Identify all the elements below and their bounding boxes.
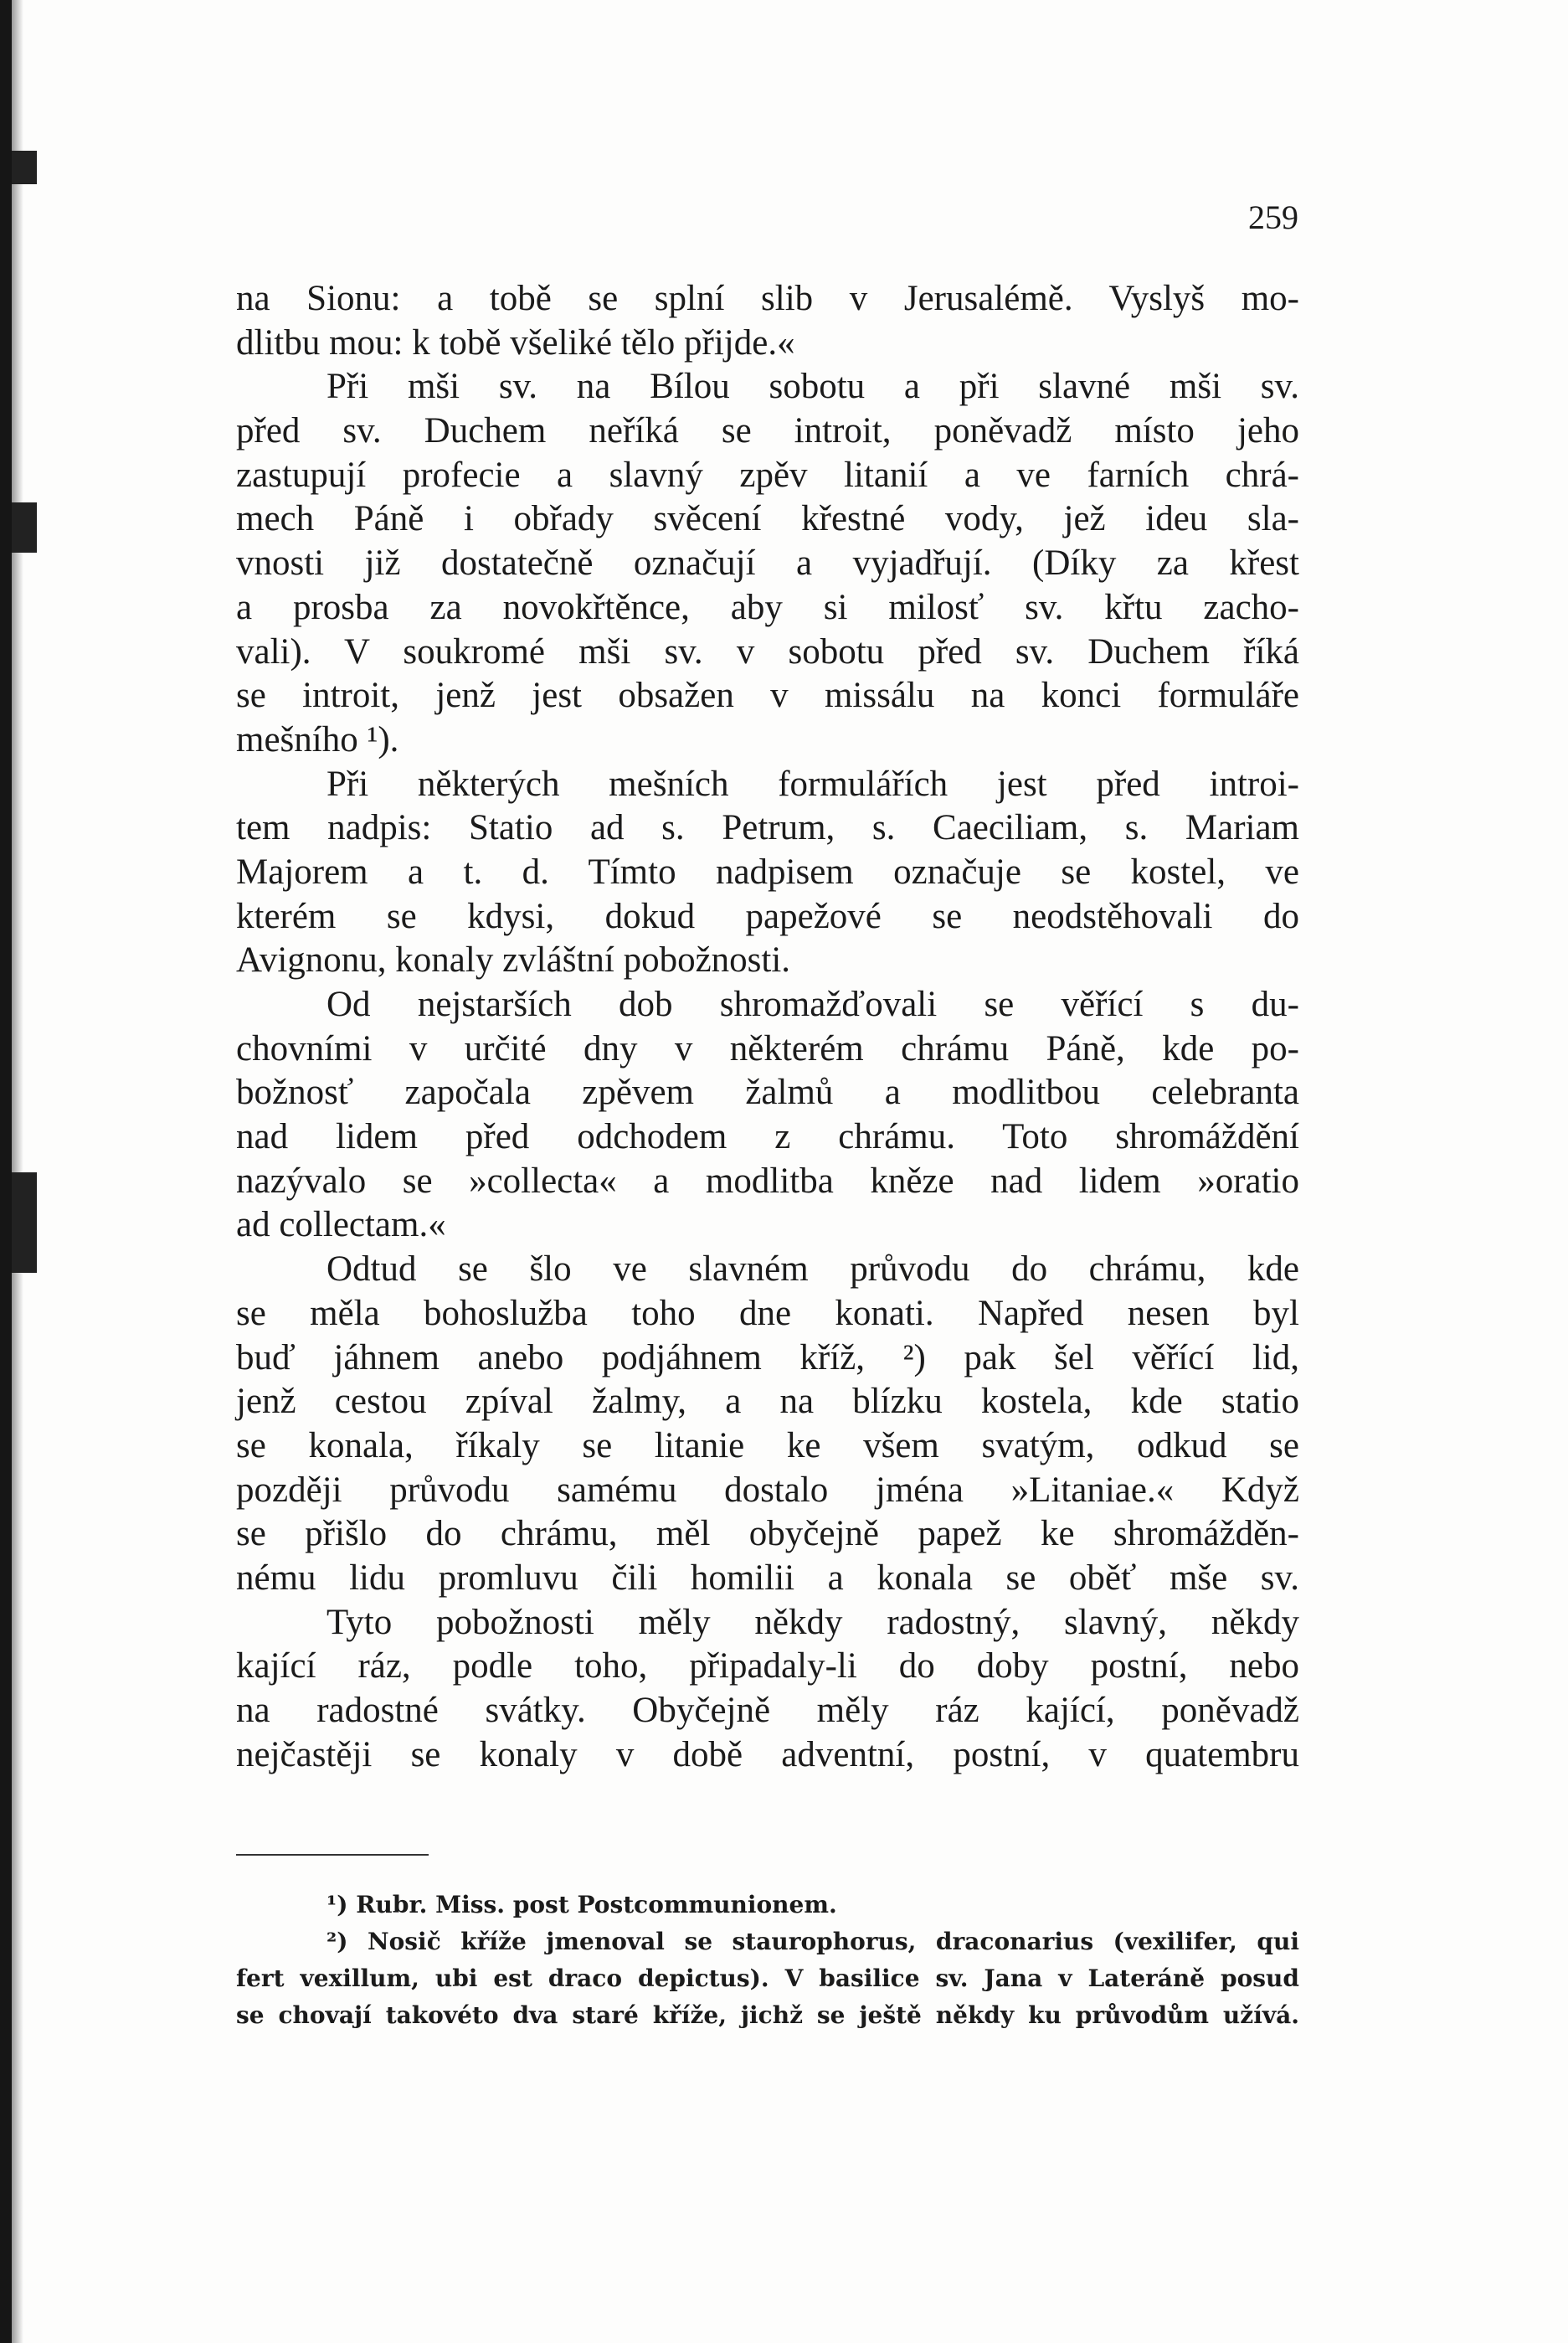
text-line: na Sionu: a tobě se splní slib v Jerusalémě. Vyslyš mo- <box>236 279 1299 318</box>
paragraph-start-line: Tyto pobožnosti měly někdy radostný, slavný, někdy <box>326 1602 1299 1642</box>
binding-notch <box>12 1172 37 1273</box>
text-line: chovními v určité dny v některém chrámu Páně, kde po- <box>236 1028 1299 1069</box>
text-line: ad collectam.« <box>236 1205 446 1245</box>
body-text <box>236 277 1299 1777</box>
text-line: kající ráz, podle toho, připadaly-li do doby postní, nebo <box>236 1646 1299 1686</box>
text-line: tem nadpis: Statio ad s. Petrum, s. Caeciliam, s. Mariam <box>236 808 1299 848</box>
text-line: na radostné svátky. Obyčejně měly ráz kající, poněvadž <box>236 1691 1299 1730</box>
paragraph-start-line: Při mši sv. na Bílou sobotu a při slavné mši sv. <box>326 367 1299 407</box>
text-line: se měla bohoslužba toho dne konati. Napřed nesen byl <box>236 1293 1299 1333</box>
text-line: vali). V soukromé mši sv. v sobotu před sv. Duchem říká <box>236 631 1299 672</box>
text-line: vnosti již dostatečně označují a vyjadřují. (Díky za křest <box>236 543 1299 584</box>
text-line: buď jáhnem anebo podjáhnem kříž, ²) pak šel věřící lid, <box>236 1337 1299 1377</box>
paragraph-start-line: Od nejstarších dob shromažďovali se věřící s du- <box>326 985 1299 1024</box>
binding-notch <box>12 151 37 184</box>
text-line: kterém se kdysi, dokud papežové se neodstěhovali do <box>236 896 1299 936</box>
text-line: zastupují profecie a slavný zpěv litanií a ve farních chrá- <box>236 455 1299 495</box>
binding-notch <box>12 502 37 553</box>
text-line: se přišlo do chrámu, měl obyčejně papež ke shromážděn- <box>236 1514 1299 1554</box>
text-line: Majorem a t. d. Tímto nadpisem označuje se kostel, ve <box>236 852 1299 892</box>
page-number: 259 <box>1248 198 1298 236</box>
binding-shadow <box>12 0 23 2343</box>
text-line: nad lidem před odchodem z chrámu. Toto shromáždění <box>236 1117 1299 1157</box>
footnote-2-continued: se chovají takovéto dva staré kříže, jichž se ještě někdy ku průvodům užívá. <box>236 2001 1299 2029</box>
text-line: nejčastěji se konaly v době adventní, postní, v quatembru <box>236 1734 1299 1774</box>
text-line: božnosť započala zpěvem žalmů a modlitbou celebranta <box>236 1073 1299 1113</box>
text-line: nému lidu promluvu čili homilii a konala se oběť mše sv. <box>236 1558 1299 1598</box>
text-line: mech Páně i obřady svěcení křestné vody, jež ideu sla- <box>236 499 1299 539</box>
binding-edge <box>0 0 12 2343</box>
footnote-rule <box>236 1854 429 1856</box>
text-line: Avignonu, konaly zvláštní pobožnosti. <box>236 940 791 981</box>
text-line: se introit, jenž jest obsažen v missálu na konci formuláře <box>236 676 1299 716</box>
footnote-2: ²) Nosič kříže jmenoval se staurophorus, draconarius (vexilifer, qui <box>326 1928 1299 1955</box>
footnote-1: ¹) Rubr. Miss. post Postcommunionem. <box>326 1891 837 1918</box>
text-line: a prosba za novokřtěnce, aby si milosť sv. křtu zacho- <box>236 587 1299 627</box>
text-line: před sv. Duchem neříká se introit, poněvadž místo jeho <box>236 411 1299 451</box>
text-line: nazývalo se »collecta« a modlitba kněze nad lidem »oratio <box>236 1161 1299 1201</box>
text-line: mešního ¹). <box>236 719 399 760</box>
text-line: se konala, říkaly se litanie ke všem svatým, odkud se <box>236 1425 1299 1465</box>
footnote-2-continued: fert vexillum, ubi est draco depictus). V basilice sv. Jana v Lateráně posud <box>236 1965 1299 1992</box>
text-line: později průvodu samému dostalo jména »Litaniae.« Když <box>236 1470 1299 1510</box>
text-line: dlitbu mou: k tobě všeliké tělo přijde.« <box>236 322 795 363</box>
paragraph-start-line: Odtud se šlo ve slavném průvodu do chrámu, kde <box>326 1249 1299 1290</box>
text-line: jenž cestou zpíval žalmy, a na blízku kostela, kde statio <box>236 1382 1299 1422</box>
footnotes <box>236 1887 1299 2034</box>
paragraph-start-line: Při některých mešních formulářích jest před introi- <box>326 764 1299 804</box>
